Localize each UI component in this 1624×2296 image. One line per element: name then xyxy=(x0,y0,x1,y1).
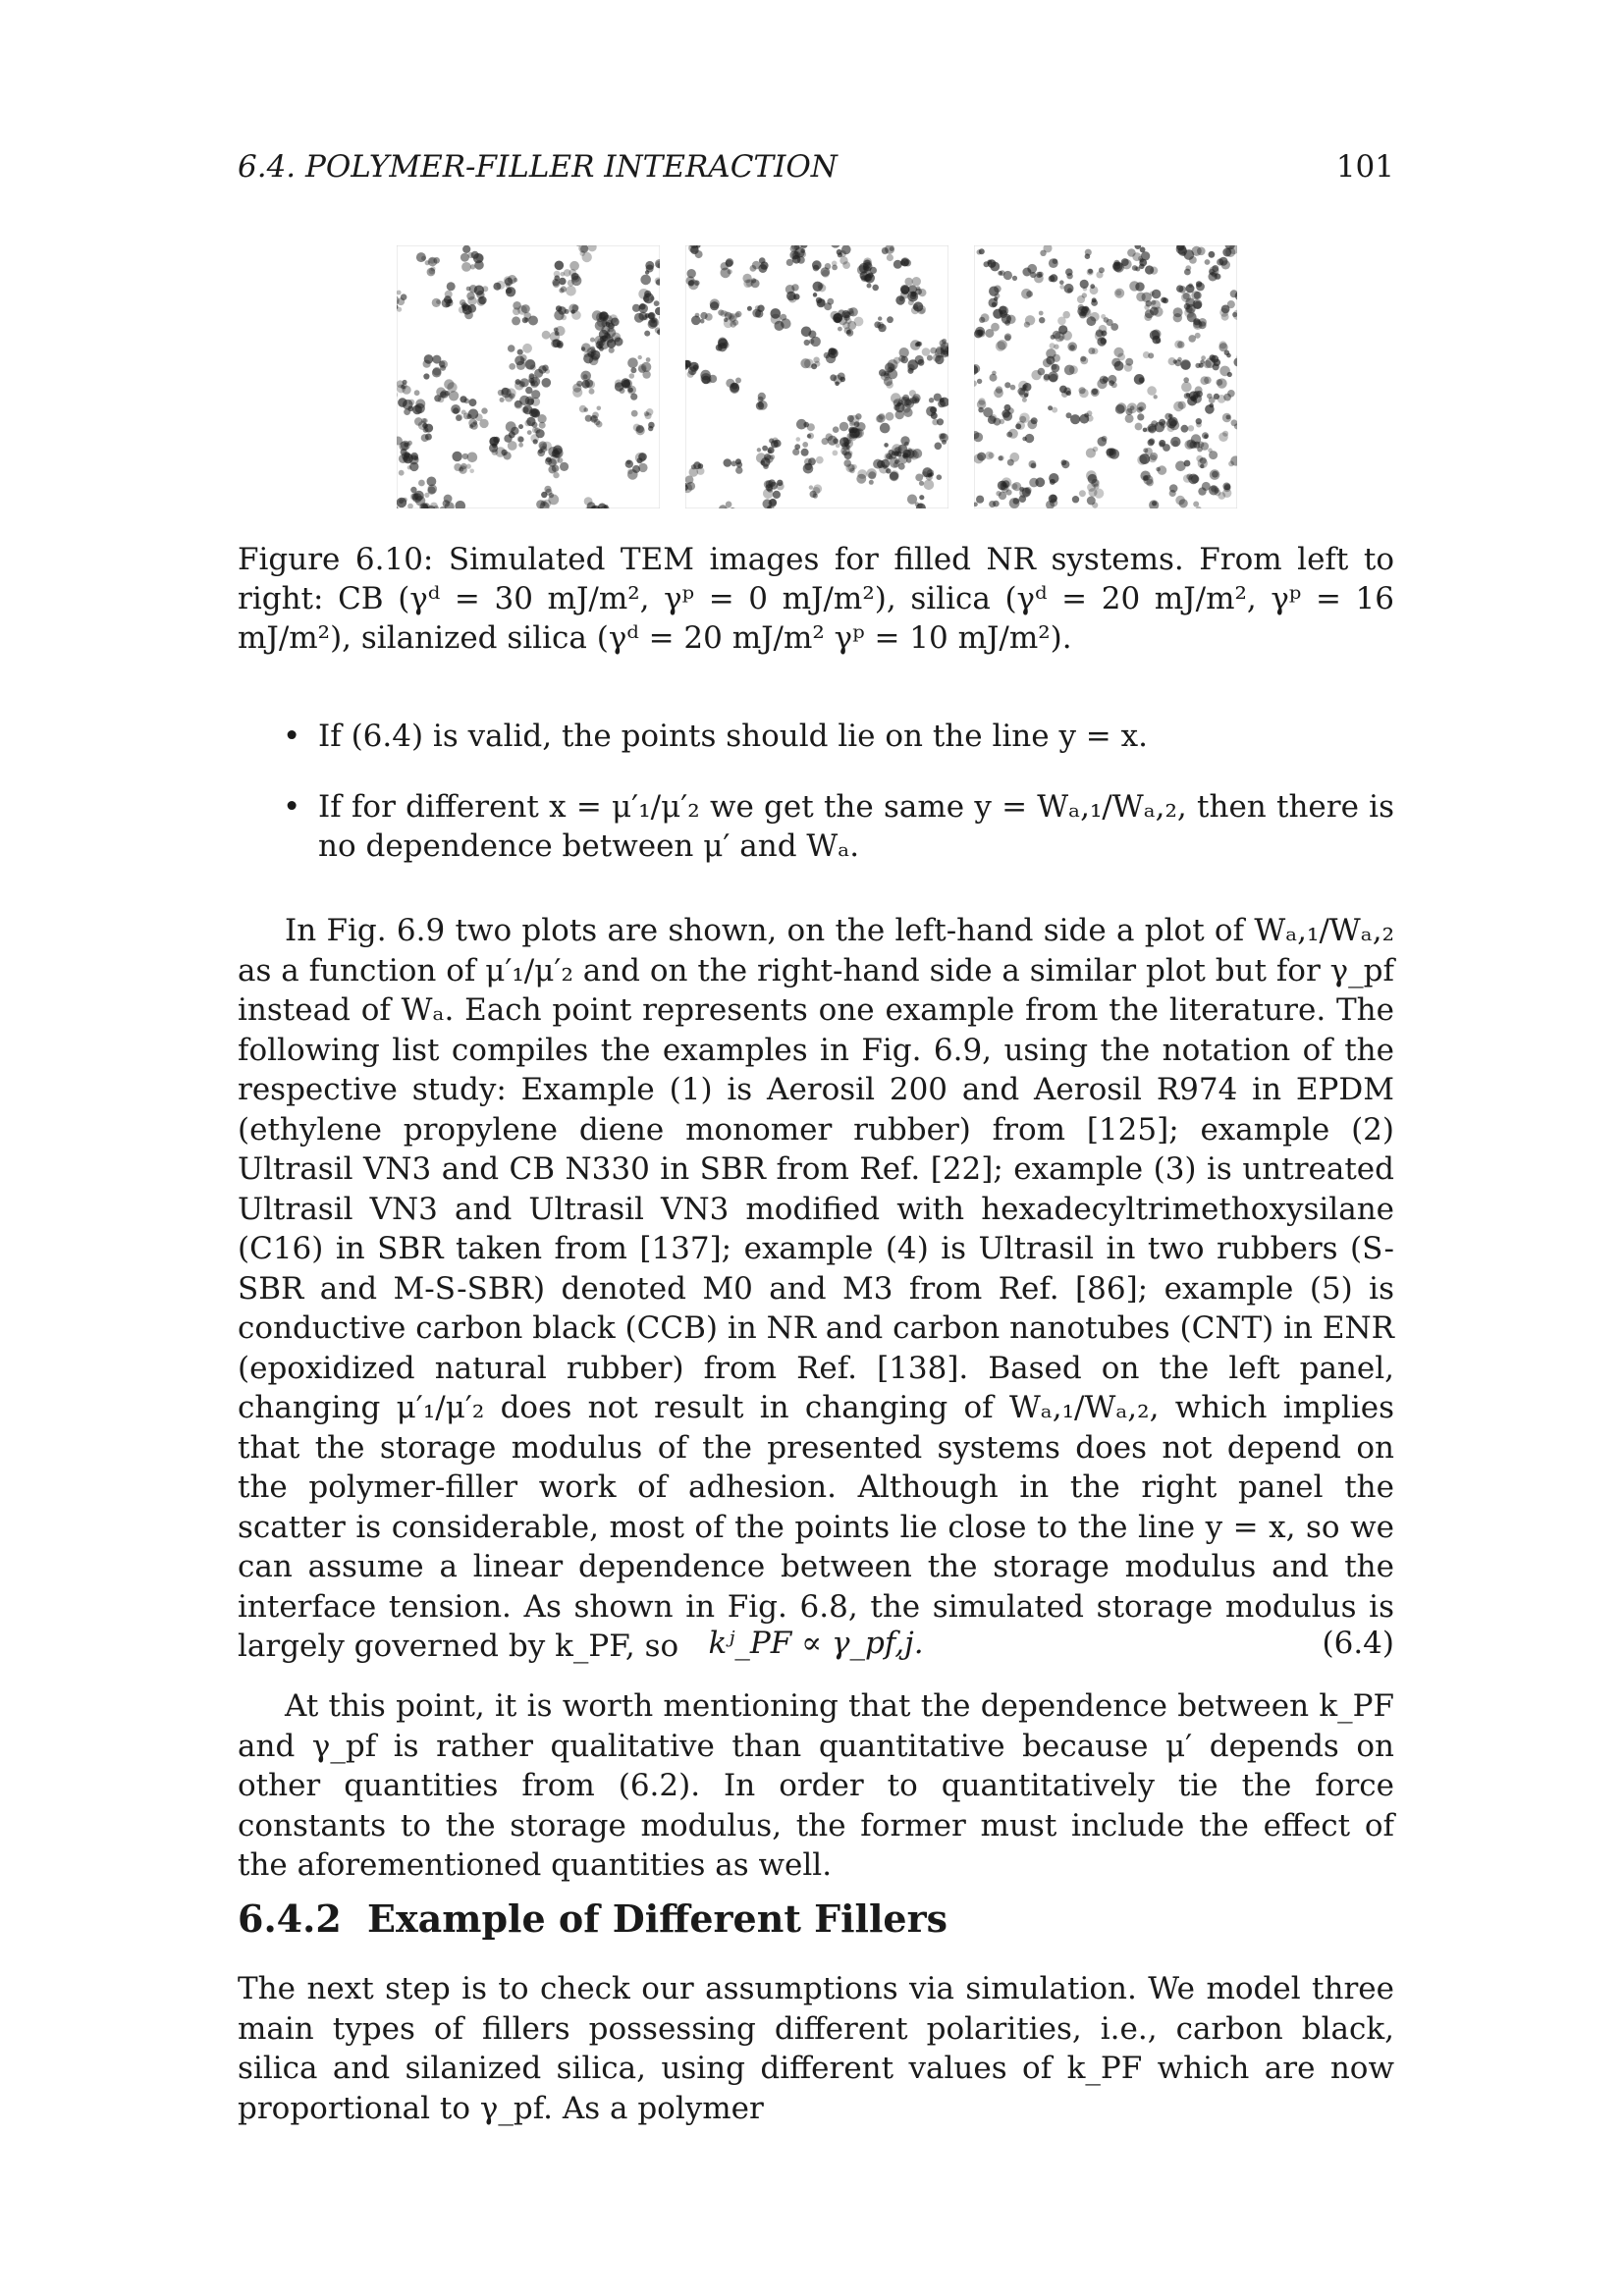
bullet-item: • If (6.4) is valid, the points should lie on the line y = x. xyxy=(238,717,1394,756)
figure-6-10 xyxy=(397,245,1233,510)
bullet-list xyxy=(238,717,1394,897)
body-paragraph-main: In Fig. 6.9 two plots are shown, on the left-hand side a plot of Wₐ,₁/Wₐ,₂ as a function of μ′₁/μ′₂ and on the right-hand side a similar plot but for γ_pf instead of Wₐ. Each point represents one example from the literature. The following list compiles the examples in Fig. 6.9, using the notation of the respective study: Example (1) is Aerosil 200 and Aerosil R974 in EPDM (ethylene propylene diene monomer rubber) from [125]; example (2) Ultrasil VN3 and CB N330 in SBR from Ref. [22]; example (3) is untreated Ultrasil VN3 and Ultrasil VN3 modified with hexadecyltrimethoxysilane (C16) in SBR taken from [137]; example (4) is Ultrasil in two rubbers (S-SBR and M-S-SBR) denoted M0 and M3 from Ref. [86]; example (5) is conductive carbon black (CCB) in NR and carbon nanotubes (CNT) in ENR (epoxidized natural rubber) from Ref. [138]. Based on the left panel, changing μ′₁/μ′₂ does not result in changing of Wₐ,₁/Wₐ,₂, which implies that the storage modulus of the presented systems does not depend on the polymer-filler work of adhesion. Although in the right panel the scatter is considerable, most of the points lie close to the line y = x, so we can assume a linear dependence between the storage modulus and the interface tension. As shown in Fig. 6.8, the simulated storage modulus is largely governed by k_PF, so xyxy=(238,913,1394,1664)
running-head xyxy=(238,149,1394,192)
tem-image-silica xyxy=(685,245,948,508)
tem-image-silanized-silica xyxy=(974,245,1237,508)
section-title: Example of Different Fillers xyxy=(367,1896,948,1941)
equation-6-4 xyxy=(238,1626,1394,1669)
section-heading xyxy=(238,1896,1394,1941)
section-number: 6.4.2 xyxy=(238,1896,342,1941)
equation-expression: kʲ_PF ∝ γ_pf,j. xyxy=(708,1626,924,1661)
body-paragraph-after-equation: At this point, it is worth mentioning that the dependence between k_PF and γ_pf is rather qualitative than quantitative because μ′ depends on other quantities from (6.2). In order to quantitatively tie the force constants to the storage modulus, the former must include the effect of the aforementioned quantities as well. xyxy=(238,1688,1394,1883)
figure-caption xyxy=(238,540,1394,658)
bullet-item: • If for different x = μ′₁/μ′₂ we get the same y = Wₐ,₁/Wₐ,₂, then there is no dependence between μ′ and Wₐ. xyxy=(238,787,1394,866)
tem-image-cb xyxy=(397,245,660,508)
equation-label: (6.4) xyxy=(1322,1626,1394,1661)
running-head-title: 6.4. POLYMER-FILLER INTERACTION xyxy=(238,149,838,185)
figure-caption-text: Figure 6.10: Simulated TEM images for filled NR systems. From left to right: CB (γᵈ = 30 mJ/m², γᵖ = 0 mJ/m²), silica (γᵈ = 20 mJ/m², γᵖ = 16 mJ/m²), silanized silica (γᵈ = 20 mJ/m² γᵖ = 10 mJ/m²). xyxy=(238,542,1394,656)
body-paragraph-section-intro: The next step is to check our assumptions via simulation. We model three main types of fillers possessing different polarities, i.e., carbon black, silica and silanized silica, using different values of k_PF which are now proportional to γ_pf. As a polymer xyxy=(238,1971,1394,2126)
page-number: 101 xyxy=(1335,149,1394,185)
